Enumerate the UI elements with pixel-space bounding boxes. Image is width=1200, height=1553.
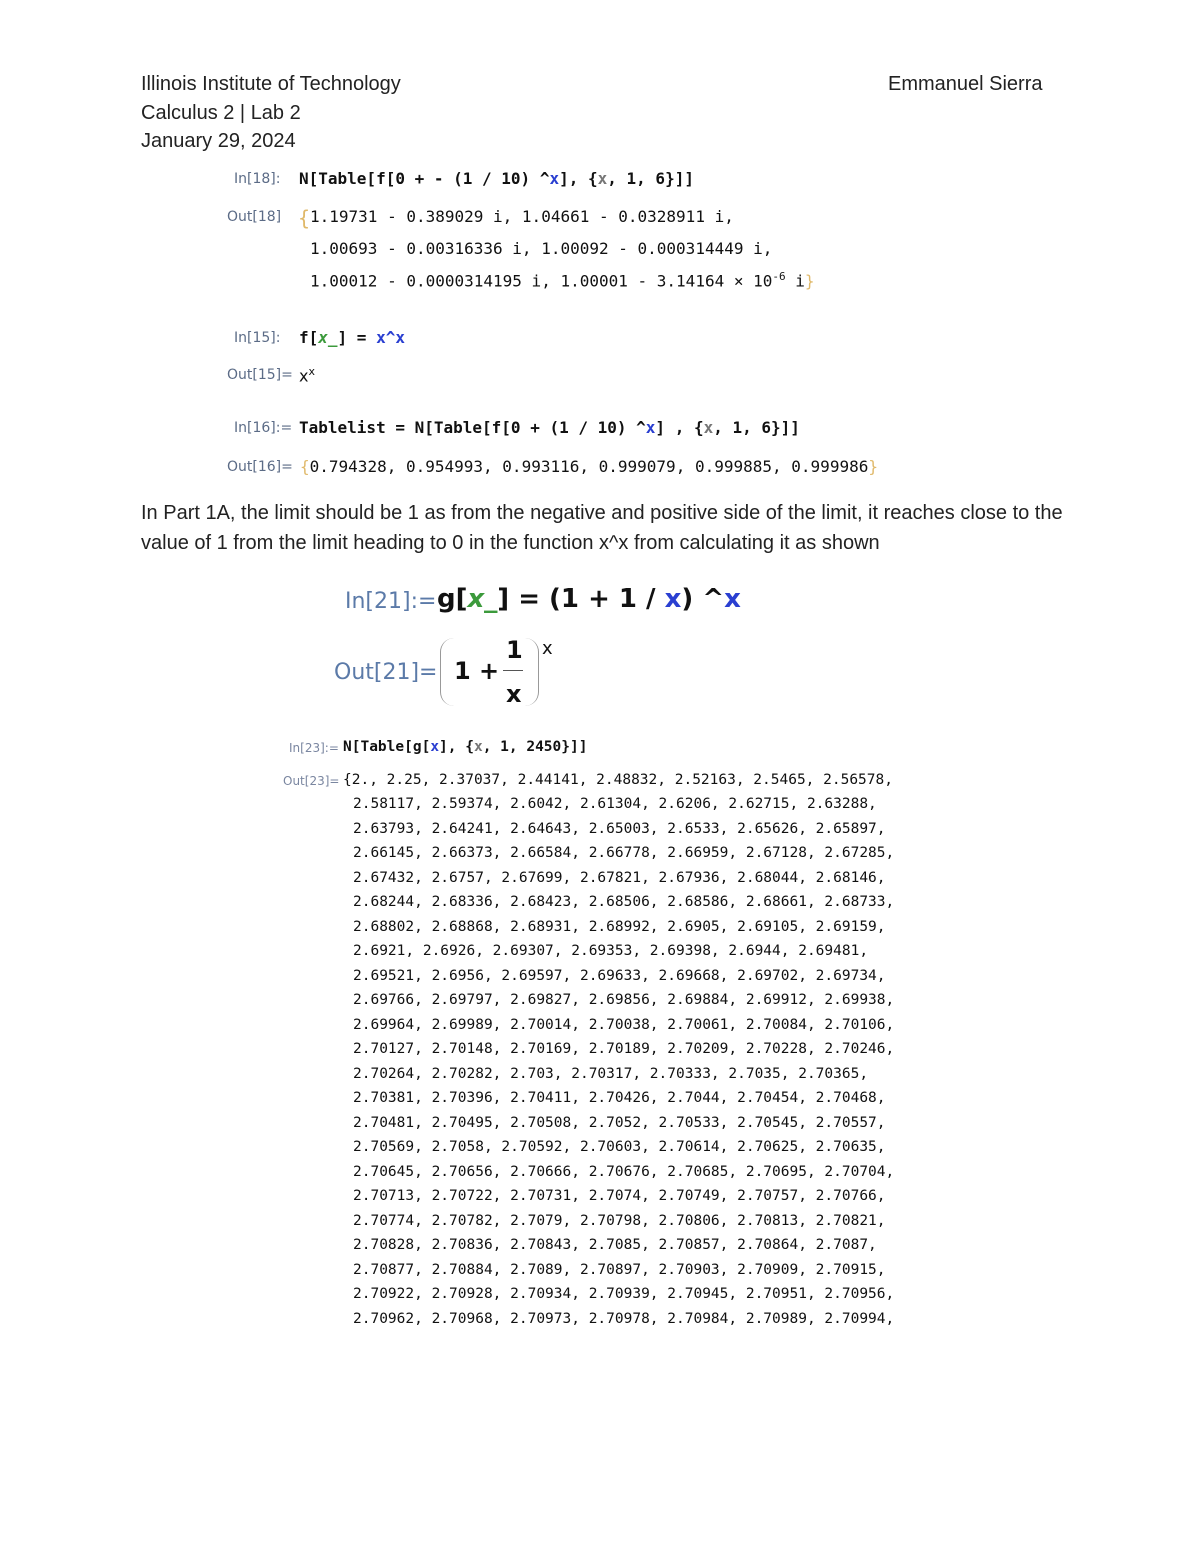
out23-line: 2.68802, 2.68868, 2.68931, 2.68992, 2.6905, 2.69105, 2.69159, <box>353 919 886 935</box>
out23-line: 2.70774, 2.70782, 2.7079, 2.70798, 2.70806, 2.70813, 2.70821, <box>353 1213 886 1229</box>
course-title: Calculus 2 | Lab 2 <box>141 102 301 124</box>
in15-code: f[x_] = x^x <box>299 328 405 347</box>
out18-line2: 1.00693 - 0.00316336 i, 1.00092 - 0.000314449 i, <box>310 239 773 258</box>
out23-line: 2.66145, 2.66373, 2.66584, 2.66778, 2.66959, 2.67128, 2.67285, <box>353 845 895 861</box>
out21-right-paren <box>522 638 539 706</box>
in21-label: In[21]:= <box>345 589 437 614</box>
out21-fraction-bar <box>503 670 523 671</box>
out23-line: 2.69964, 2.69989, 2.70014, 2.70038, 2.70061, 2.70084, 2.70106, <box>353 1017 895 1033</box>
in16-label: In[16]:= <box>234 420 293 436</box>
out23-line: 2.70127, 2.70148, 2.70169, 2.70189, 2.70209, 2.70228, 2.70246, <box>353 1041 895 1057</box>
out23-line: 2.63793, 2.64241, 2.64643, 2.65003, 2.6533, 2.65626, 2.65897, <box>353 821 886 837</box>
out23-line: 2.70481, 2.70495, 2.70508, 2.7052, 2.70533, 2.70545, 2.70557, <box>353 1115 886 1131</box>
out21-numerator: 1 <box>506 636 523 664</box>
out23-label: Out[23]= <box>283 774 340 788</box>
in23-label: In[23]:= <box>289 741 339 755</box>
out23-line: 2.70381, 2.70396, 2.70411, 2.70426, 2.7044, 2.70454, 2.70468, <box>353 1090 886 1106</box>
in16-code: Tablelist = N[Table[f[0 + (1 / 10) ^x] , {x, 1, 6}]] <box>299 418 800 437</box>
out23-line: {2., 2.25, 2.37037, 2.44141, 2.48832, 2.52163, 2.5465, 2.56578, <box>343 772 893 788</box>
out23-line: 2.70569, 2.7058, 2.70592, 2.70603, 2.70614, 2.70625, 2.70635, <box>353 1139 886 1155</box>
out18-line1: 1.19731 - 0.389029 i, 1.04661 - 0.0328911 i, <box>310 207 734 226</box>
out23-line: 2.70828, 2.70836, 2.70843, 2.7085, 2.70857, 2.70864, 2.7087, <box>353 1237 877 1253</box>
out23-line: 2.6921, 2.6926, 2.69307, 2.69353, 2.69398, 2.6944, 2.69481, <box>353 943 869 959</box>
out23-line: 2.70264, 2.70282, 2.703, 2.70317, 2.70333, 2.7035, 2.70365, <box>353 1066 869 1082</box>
in18-code: N[Table[f[0 + - (1 / 10) ^x], {x, 1, 6}]] <box>299 169 694 188</box>
out15-label: Out[15]= <box>227 367 293 383</box>
out23-line: 2.70877, 2.70884, 2.7089, 2.70897, 2.70903, 2.70909, 2.70915, <box>353 1262 886 1278</box>
out23-line: 2.68244, 2.68336, 2.68423, 2.68506, 2.68586, 2.68661, 2.68733, <box>353 894 895 910</box>
out23-line: 2.69766, 2.69797, 2.69827, 2.69856, 2.69884, 2.69912, 2.69938, <box>353 992 895 1008</box>
out18-label: Out[18] <box>227 209 282 225</box>
author-name: Emmanuel Sierra <box>888 73 1043 95</box>
out21-one-plus: 1 + <box>454 657 500 685</box>
out16-label: Out[16]= <box>227 459 293 475</box>
in23-code: N[Table[g[x], {x, 1, 2450}]] <box>343 739 588 755</box>
out21-label: Out[21]= <box>334 660 438 685</box>
in21-code: g[x_] = (1 + 1 / x) ^x <box>437 584 741 614</box>
document-date: January 29, 2024 <box>141 130 296 152</box>
out21-exponent: x <box>542 638 553 659</box>
out18-open-brace: { <box>298 206 311 230</box>
out23-line: 2.70962, 2.70968, 2.70973, 2.70978, 2.70984, 2.70989, 2.70994, <box>353 1311 895 1327</box>
institution-name: Illinois Institute of Technology <box>141 73 401 95</box>
out23-line: 2.67432, 2.6757, 2.67699, 2.67821, 2.67936, 2.68044, 2.68146, <box>353 870 886 886</box>
out15-value: $x^x$ <box>299 365 315 386</box>
out21-denominator: x <box>506 680 522 708</box>
out18-line3: 1.00012 - 0.0000314195 i, $1.00001 - 3.14164 \times 10^{-6}$ i} <box>310 270 815 291</box>
out23-line: 2.70922, 2.70928, 2.70934, 2.70939, 2.70945, 2.70951, 2.70956, <box>353 1286 895 1302</box>
in15-label: In[15]: <box>234 330 281 346</box>
out23-line: 2.69521, 2.6956, 2.69597, 2.69633, 2.69668, 2.69702, 2.69734, <box>353 968 886 984</box>
out23-line: 2.58117, 2.59374, 2.6042, 2.61304, 2.6206, 2.62715, 2.63288, <box>353 796 877 812</box>
explanation-paragraph: In Part 1A, the limit should be 1 as from the negative and positive side of the limit, it reaches close to the value of 1 from the limit heading to 0 in the function x^x from calculating it as shown <box>141 502 1063 554</box>
out16-values: {0.794328, 0.954993, 0.993116, 0.999079, 0.999885, 0.999986} <box>300 457 878 476</box>
in18-label: In[18]: <box>234 171 281 187</box>
out23-line: 2.70645, 2.70656, 2.70666, 2.70676, 2.70685, 2.70695, 2.70704, <box>353 1164 895 1180</box>
out23-line: 2.70713, 2.70722, 2.70731, 2.7074, 2.70749, 2.70757, 2.70766, <box>353 1188 886 1204</box>
